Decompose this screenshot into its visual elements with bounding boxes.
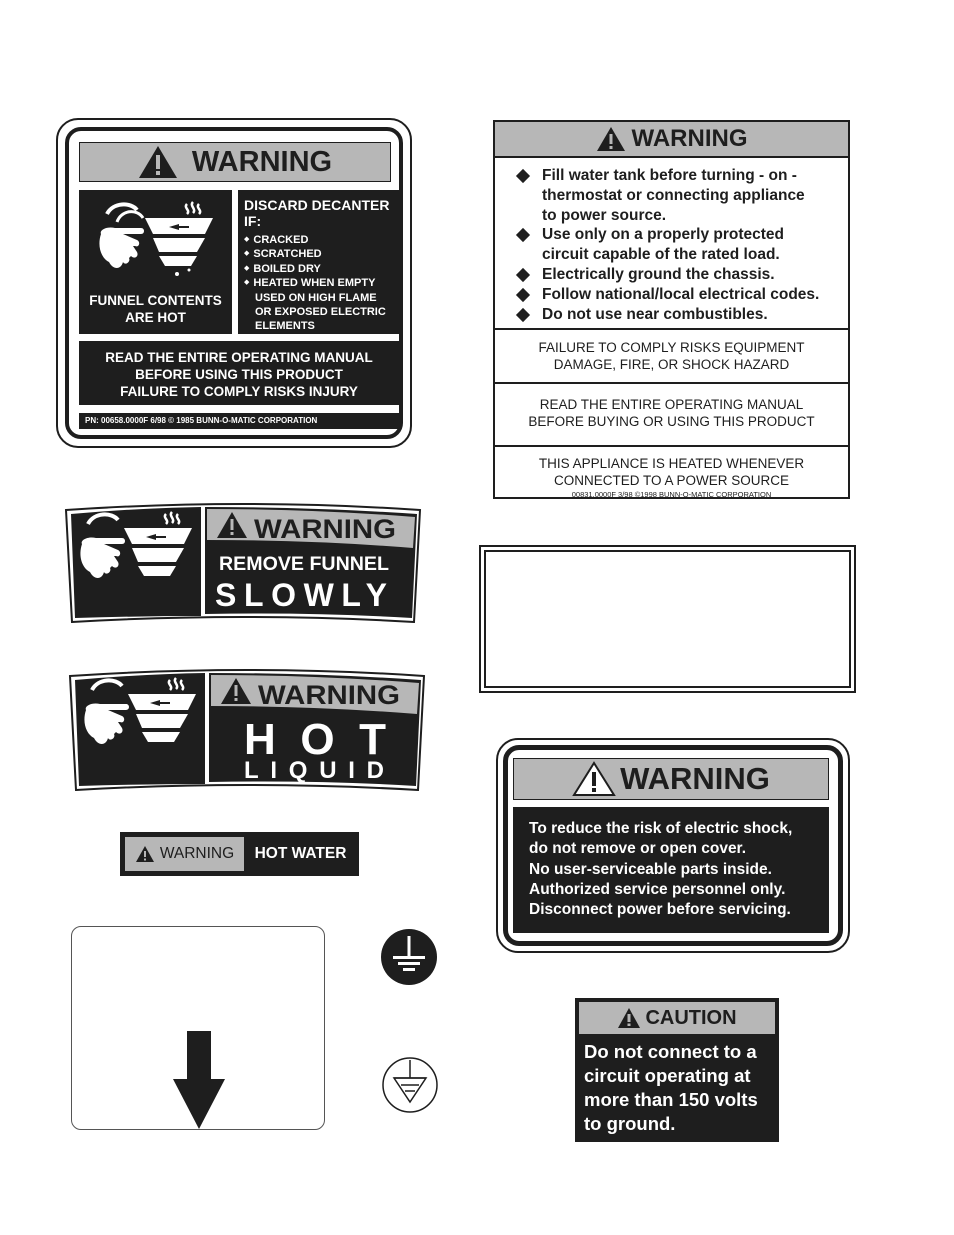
arrow-panel: [71, 926, 325, 1130]
funnel-caption-line: ARE HOT: [125, 310, 186, 325]
remove-funnel-label: [64, 500, 422, 626]
funnel-label-header: [79, 142, 391, 182]
caution-line: more than 150 volts: [584, 1089, 758, 1110]
manual-line: FAILURE TO COMPLY RISKS INJURY: [120, 384, 358, 399]
list-item: Electrically ground the chassis.: [517, 265, 842, 285]
hot-water-warning-text: WARNING: [159, 845, 235, 862]
shock-line: do not remove or open cover.: [529, 840, 747, 858]
heated-notice: [495, 449, 848, 497]
failure-notice: [495, 332, 848, 384]
ground-symbol-icon: [380, 928, 438, 986]
hot-liquid-header-text: WARNING: [258, 680, 400, 710]
hot-liquid-line1: HOT: [244, 715, 386, 764]
shock-line: No user-serviceable parts inside.: [529, 860, 772, 878]
shock-label-header: [513, 758, 829, 800]
caution-line: to ground.: [584, 1113, 676, 1134]
funnel-label-inner-frame: [65, 127, 403, 439]
failure-line: FAILURE TO COMPLY RISKS EQUIPMENT: [538, 340, 805, 355]
discard-title-line: IF:: [244, 213, 262, 229]
warning-triangle-icon: [135, 845, 155, 863]
shock-line: Disconnect power before servicing.: [529, 901, 791, 919]
remove-funnel-line1: REMOVE FUNNEL: [219, 554, 390, 575]
list-item: USED ON HIGH FLAME: [255, 291, 377, 304]
manual-line: BEFORE USING THIS PRODUCT: [135, 367, 343, 382]
shock-label-inner-frame: [503, 745, 843, 946]
hot-funnel-hand-icon: [93, 200, 219, 288]
warning-triangle-icon: [596, 126, 626, 152]
discard-title-line: DISCARD DECANTER: [244, 197, 390, 213]
appliance-label-header-text: WARNING: [631, 125, 748, 152]
list-item: circuit capable of the rated load.: [542, 246, 780, 264]
blank-label-inner-frame: [484, 550, 851, 688]
down-arrow-icon: [173, 1031, 225, 1129]
hot-water-text: HOT WATER: [254, 845, 347, 862]
remove-funnel-line2: SLOWLY: [215, 577, 387, 613]
appliance-label-header: [495, 122, 848, 158]
hot-water-label: [120, 832, 359, 876]
appliance-warning-label: [493, 120, 850, 499]
caution-line: circuit operating at: [584, 1065, 751, 1086]
caution-label: [575, 998, 779, 1142]
manual-line: READ THE ENTIRE OPERATING MANUAL: [105, 350, 373, 365]
warning-triangle-icon: [572, 761, 616, 797]
list-item: ◆ BOILED DRY: [244, 262, 393, 276]
list-item: Fill water tank before turning - on -: [517, 166, 842, 186]
shock-line: To reduce the risk of electric shock,: [529, 820, 793, 837]
list-item: ELEMENTS: [255, 320, 315, 333]
shock-line: Authorized service personnel only.: [529, 880, 786, 898]
list-item: ◆ CRACKED: [244, 233, 393, 247]
appliance-manual-notice: [495, 386, 848, 447]
hot-water-warning-part: [125, 837, 244, 871]
discard-conditions-list: [244, 233, 393, 334]
funnel-part-number: PN: 00658.0000F 6/98 © 1985 BUNN-O-MATIC CORPORATION: [79, 413, 399, 429]
funnel-hot-panel: [79, 190, 232, 334]
hot-liquid-label: [68, 666, 426, 794]
failure-line: DAMAGE, FIRE, OR SHOCK HAZARD: [553, 357, 790, 372]
list-item: OR EXPOSED ELECTRIC: [255, 306, 386, 319]
funnel-manual-notice: [79, 341, 399, 405]
list-item: ◆ HEATED WHEN EMPTY: [244, 276, 393, 290]
list-item: Use only on a properly protected: [517, 225, 842, 245]
shock-label-header-text: WARNING: [620, 761, 770, 796]
list-item: Do not use near combustibles.: [517, 305, 842, 325]
caution-text: [577, 1036, 777, 1140]
warning-triangle-icon: [138, 145, 178, 179]
shock-instructions: [513, 807, 829, 933]
manual-line: READ THE ENTIRE OPERATING MANUAL: [539, 397, 804, 412]
funnel-caption-line: FUNNEL CONTENTS: [89, 293, 222, 308]
list-item: thermostat or connecting appliance: [542, 186, 805, 204]
shock-warning-label: [496, 738, 850, 953]
warning-triangle-icon: [617, 1007, 641, 1029]
list-item: to power source.: [542, 206, 667, 224]
caution-header-text: CAUTION: [645, 1006, 737, 1029]
hot-liquid-line2: LIQUID: [244, 757, 384, 784]
discard-decanter-panel: [238, 190, 399, 334]
appliance-part-number: 00831.0000F 3/98 ©1998 BUNN-O-MATIC CORPORATION: [571, 490, 772, 499]
heated-line: THIS APPLIANCE IS HEATED WHENEVER: [538, 456, 805, 471]
caution-line: Do not connect to a: [584, 1041, 757, 1062]
blank-label-frame: [479, 545, 856, 693]
funnel-label-header-text: WARNING: [191, 145, 333, 178]
funnel-warning-label: [56, 118, 412, 448]
heated-line: CONNECTED TO A POWER SOURCE: [553, 473, 790, 488]
list-item: ◆ SCRATCHED: [244, 247, 393, 261]
remove-funnel-header-text: WARNING: [254, 514, 396, 544]
appliance-instructions: [495, 160, 848, 330]
equipotential-symbol-icon: [381, 1056, 439, 1114]
caution-header: [579, 1002, 775, 1034]
manual-line: BEFORE BUYING OR USING THIS PRODUCT: [528, 414, 815, 429]
list-item: Follow national/local electrical codes.: [517, 285, 842, 305]
